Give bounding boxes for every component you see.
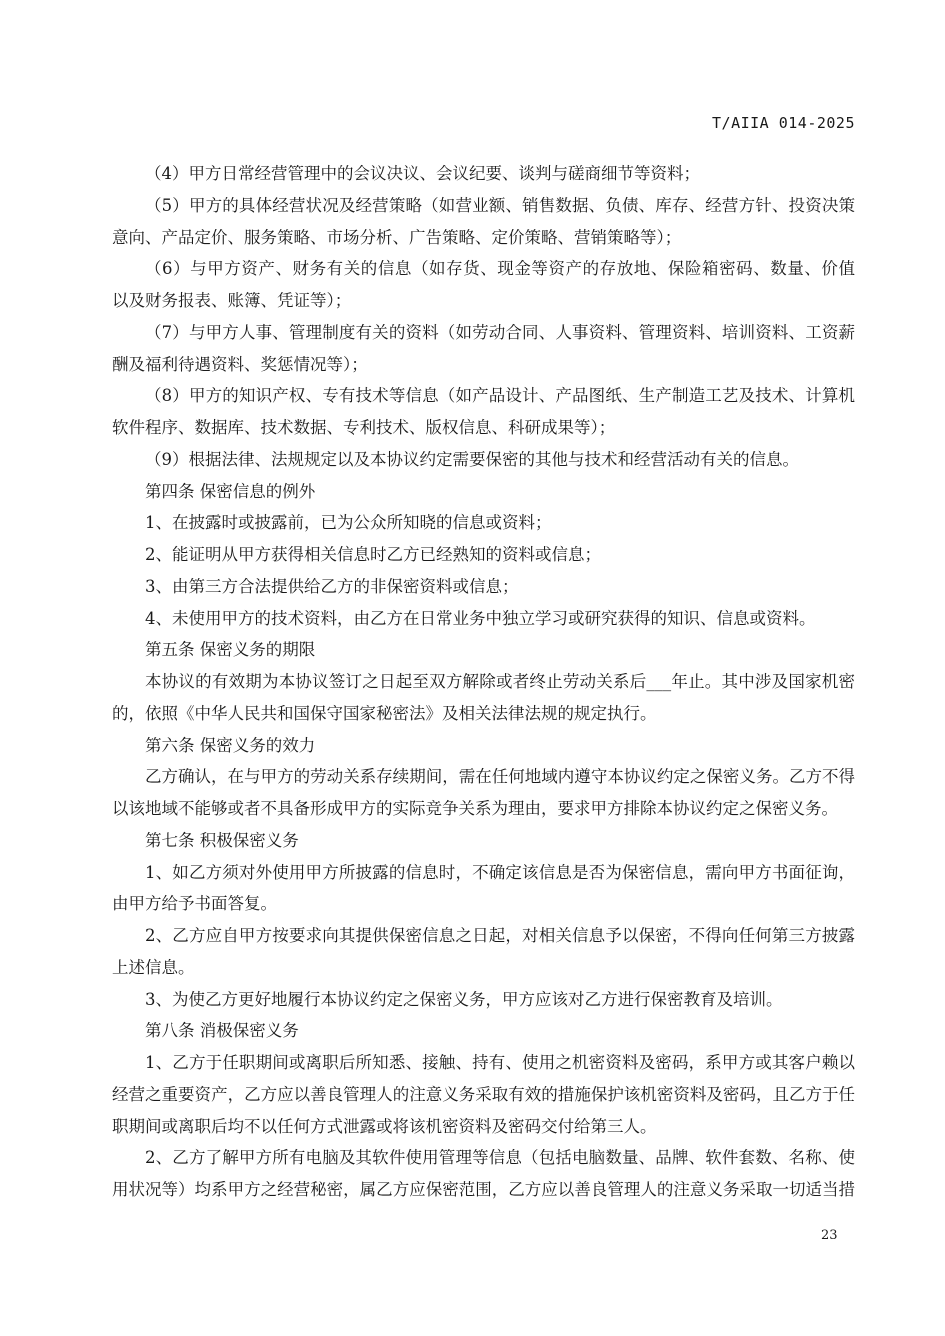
document-body — [112, 158, 855, 1206]
text-line: 职期间或离职后均不以任何方式泄露或将该机密资料及密码交付给第三人。 — [112, 1116, 657, 1136]
text-line: 第六条 保密义务的效力 — [145, 735, 316, 755]
text-line: 3、由第三方合法提供给乙方的非保密资料或信息； — [145, 576, 519, 596]
text-line: （7）与甲方人事、管理制度有关的资料（如劳动合同、人事资料、管理资料、培训资料、工资薪 — [145, 322, 855, 342]
text-line: 软件程序、数据库、技术数据、专利技术、版权信息、科研成果等）； — [112, 418, 616, 437]
text-line: 上述信息。 — [112, 957, 195, 977]
text-line: 本协议的有效期为本协议签订之日起至双方解除或者终止劳动关系后___年止。其中涉及国家机密 — [145, 672, 855, 691]
paragraph — [112, 984, 855, 1016]
paragraph — [112, 380, 855, 444]
text-line: 意向、产品定价、服务策略、市场分析、广告策略、定价策略、营销策略等）； — [112, 227, 682, 247]
section-heading — [112, 476, 855, 508]
paragraph — [112, 666, 855, 730]
page-number: 23 — [821, 1228, 838, 1243]
text-line: （4）甲方日常经营管理中的会议决议、会议纪要、谈判与磋商细节等资料； — [145, 164, 700, 183]
paragraph — [112, 158, 855, 190]
text-line: 第五条 保密义务的期限 — [145, 640, 316, 660]
text-line: 用状况等）均系甲方之经营秘密，属乙方应保密范围，乙方应以善良管理人的注意义务采取一切适当措 — [112, 1180, 855, 1199]
text-line: 2、乙方了解甲方所有电脑及其软件使用管理等信息（包括电脑数量、品牌、软件套数、名称、使 — [145, 1148, 855, 1168]
text-line: 乙方确认，在与甲方的劳动关系存续期间，需在任何地域内遵守本协议约定之保密义务。乙方不得 — [145, 767, 855, 787]
paragraph — [112, 761, 855, 825]
text-line: 由甲方给予书面答复。 — [112, 894, 277, 914]
text-line: （6）与甲方资产、财务有关的信息（如存货、现金等资产的存放地、保险箱密码、数量、价值 — [145, 259, 855, 279]
text-line: 1、乙方于任职期间或离职后所知悉、接触、持有、使用之机密资料及密码，系甲方或其客户赖以 — [145, 1053, 855, 1072]
paragraph — [112, 253, 855, 317]
text-line: 以及财务报表、账簿、凭证等）； — [112, 291, 352, 310]
section-heading — [112, 634, 855, 666]
text-line: （9）根据法律、法规规定以及本协议约定需要保密的其他与技术和经营活动有关的信息。 — [145, 449, 799, 469]
paragraph — [112, 190, 855, 254]
paragraph — [112, 444, 855, 476]
section-heading — [112, 1015, 855, 1047]
text-line: 3、为使乙方更好地履行本协议约定之保密义务，甲方应该对乙方进行保密教育及培训。 — [145, 989, 783, 1009]
section-heading — [112, 730, 855, 762]
paragraph — [112, 920, 855, 984]
text-line: 1、在披露时或披露前，已为公众所知晓的信息或资料； — [145, 513, 552, 533]
text-line: 1、如乙方须对外使用甲方所披露的信息时，不确定该信息是否为保密信息，需向甲方书面征询， — [145, 862, 855, 882]
paragraph — [112, 603, 855, 635]
text-line: 第四条 保密信息的例外 — [145, 481, 316, 501]
text-line: （5）甲方的具体经营状况及经营策略（如营业额、销售数据、负债、库存、经营方针、投资决策 — [145, 195, 855, 215]
text-line: 酬及福利待遇资料、奖惩情况等）； — [112, 354, 368, 374]
paragraph — [112, 507, 855, 539]
text-line: 2、能证明从甲方获得相关信息时乙方已经熟知的资料或信息； — [145, 545, 601, 564]
document-code-header: T/AIIA 014-2025 — [712, 114, 855, 132]
text-line: 的，依照《中华人民共和国保守国家秘密法》及相关法律法规的规定执行。 — [112, 703, 657, 723]
text-line: 第七条 积极保密义务 — [145, 830, 299, 850]
section-heading — [112, 825, 855, 857]
paragraph — [112, 571, 855, 603]
text-line: 经营之重要资产，乙方应以善良管理人的注意义务采取有效的措施保护该机密资料及密码，且乙方于任 — [112, 1084, 855, 1104]
paragraph — [112, 857, 855, 921]
paragraph — [112, 539, 855, 571]
paragraph — [112, 317, 855, 381]
text-line: 以该地域不能够或者不具备形成甲方的实际竞争关系为理由，要求甲方排除本协议约定之保密义务。 — [112, 799, 838, 818]
text-line: 2、乙方应自甲方按要求向其提供保密信息之日起，对相关信息予以保密，不得向任何第三方披露 — [145, 926, 855, 945]
text-line: （8）甲方的知识产权、专有技术等信息（如产品设计、产品图纸、生产制造工艺及技术、计算机 — [145, 386, 855, 406]
text-line: 第八条 消极保密义务 — [145, 1021, 299, 1041]
paragraph — [112, 1142, 855, 1206]
text-line: 4、未使用甲方的技术资料，由乙方在日常业务中独立学习或研究获得的知识、信息或资料。 — [145, 608, 816, 628]
paragraph — [112, 1047, 855, 1142]
